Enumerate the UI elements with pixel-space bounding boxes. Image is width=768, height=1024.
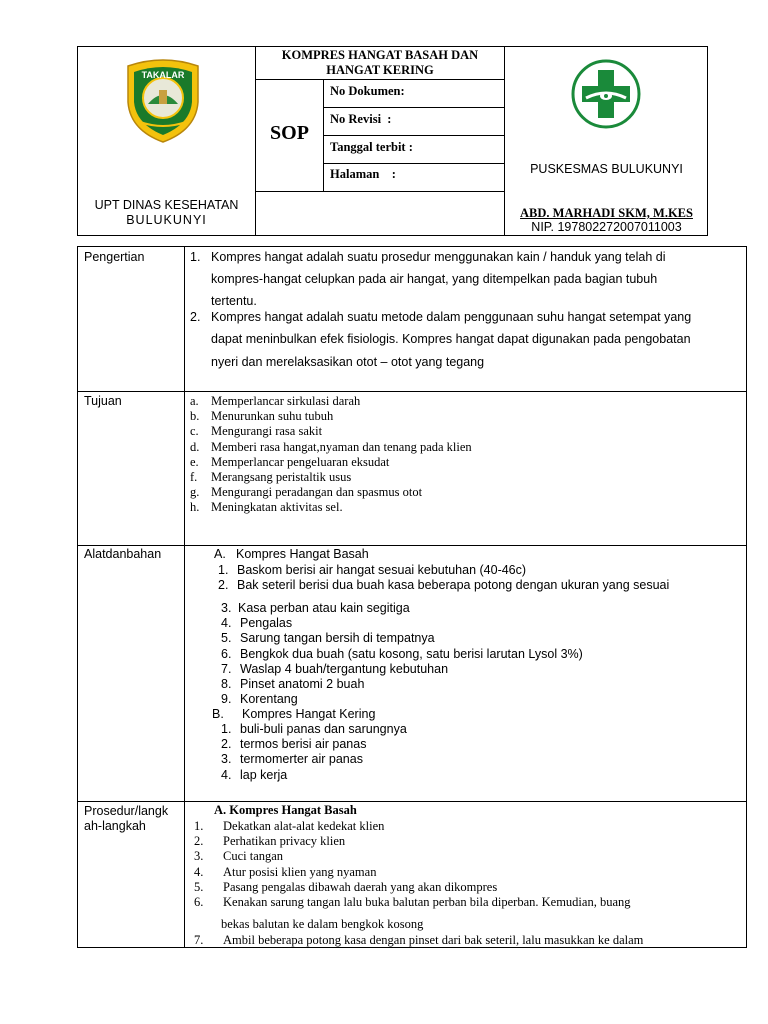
takalar-logo: [118, 52, 208, 144]
item-num: 6.: [221, 646, 232, 661]
item-num: 9.: [221, 692, 232, 707]
prosedur-list: [194, 819, 631, 910]
item-text: Bak seteril berisi dua buah kasa beberapa potong dengan ukuran yang sesuai: [237, 578, 670, 592]
doc-title-line2: HANGAT KERING: [326, 63, 434, 77]
item-num: 1.: [194, 819, 204, 833]
item-num: 5.: [194, 879, 204, 894]
header-hline-1: [323, 107, 505, 108]
alat-group-a-num: A.: [214, 547, 226, 561]
body-row-divider-3: [77, 801, 747, 802]
list-item: [190, 485, 472, 500]
item-text: Meningkatan aktivitas sel.: [211, 500, 343, 515]
body-row-divider-2: [77, 545, 747, 546]
list-item: [194, 819, 631, 834]
alat-list-a-rest: [221, 601, 583, 707]
item-num: 3.: [221, 601, 232, 615]
list-item: [190, 409, 472, 424]
takalar-logo-label: TAKALAR: [141, 70, 185, 80]
list-item: [194, 849, 631, 864]
item-text: Mengurangi rasa sakit: [211, 424, 323, 439]
alat-group-a-title: Kompres Hangat Basah: [236, 547, 369, 561]
item-num: e.: [190, 454, 199, 469]
list-item: [190, 394, 472, 409]
item-num: g.: [190, 485, 200, 500]
item-num: 7.: [194, 933, 204, 947]
field-no-revisi: No Revisi :: [330, 112, 392, 126]
item-num: a.: [190, 394, 199, 408]
alat-list-b: [221, 722, 407, 783]
item-num: 3.: [221, 752, 232, 767]
pengertian-item-1-line2: kompres-hangat celupkan pada air hangat, yang ditempelkan pada bagian tubuh: [211, 272, 658, 286]
header-hline-2: [323, 135, 505, 136]
item-text: Kasa perban atau kain segitiga: [238, 601, 410, 615]
item-text: Ambil beberapa potong kasa dengan pinset dari bak seteril, lalu masukkan ke dalam: [223, 933, 644, 947]
item-text: Mengurangi peradangan dan spasmus otot: [211, 485, 423, 500]
item-num: 2.: [194, 834, 204, 849]
list-item: [190, 455, 472, 470]
signer-nip: NIP. 197802272007011003: [531, 220, 682, 234]
pengertian-item-2-num: 2.: [190, 310, 201, 324]
body-row-divider-1: [77, 391, 747, 392]
list-item: [190, 470, 472, 485]
pengertian-label: Pengertian: [84, 250, 145, 264]
alat-label: Alatdanbahan: [84, 547, 162, 561]
item-num: c.: [190, 424, 199, 439]
doc-title-line1: KOMPRES HANGAT BASAH DAN: [281, 48, 479, 62]
item-text: Korentang: [240, 692, 298, 707]
list-item: [194, 834, 631, 849]
tujuan-label: Tujuan: [84, 394, 122, 408]
item-text: Pengalas: [240, 616, 293, 631]
list-item: [194, 865, 631, 880]
list-item: [221, 677, 583, 692]
list-item: [221, 601, 583, 616]
list-item: [190, 424, 472, 439]
item-text: lap kerja: [240, 767, 288, 782]
item-text: Atur posisi klien yang nyaman: [223, 864, 377, 879]
item-num: 6.: [194, 895, 204, 910]
item-num: 5.: [221, 631, 232, 646]
left-org-line2: BULUKUNYI: [126, 213, 207, 227]
puskesmas-logo: [570, 58, 642, 130]
pengertian-item-2-line2: dapat meninbulkan efek fisiologis. Kompres hangat dapat digunakan pada pengobatan: [211, 332, 691, 346]
item-num: 2.: [221, 737, 232, 752]
item-num: d.: [190, 439, 200, 454]
item-text: Merangsang peristaltik usus: [211, 470, 352, 485]
item-text: Memperlancar pengeluaran eksudat: [211, 454, 390, 469]
item-text: Menurunkan suhu tubuh: [211, 409, 334, 424]
list-item: [190, 500, 472, 515]
item-num: 2.: [218, 578, 229, 592]
item-text: Perhatikan privacy klien: [223, 834, 346, 849]
item-text: Memberi rasa hangat,nyaman dan tenang pada klien: [211, 439, 472, 454]
item-num: b.: [190, 409, 200, 424]
tujuan-list: [190, 394, 472, 516]
item-text: Kenakan sarung tangan lalu buka balutan perban bila diperban. Kemudian, buang: [223, 895, 631, 910]
list-item: [190, 440, 472, 455]
list-item: [221, 768, 407, 783]
field-halaman: Halaman :: [330, 167, 396, 181]
item-num: 1.: [218, 563, 229, 577]
item-num: 4.: [194, 864, 204, 879]
alat-item-2: [218, 578, 669, 592]
item-num: 7.: [221, 661, 232, 676]
item-num: 4.: [221, 767, 232, 782]
item-num: 3.: [194, 849, 204, 864]
list-item: [221, 631, 583, 646]
header-hline-title: [255, 79, 505, 80]
item-text: Waslap 4 buah/tergantung kebutuhan: [240, 661, 449, 676]
list-item: [221, 616, 583, 631]
item-num: 4.: [221, 616, 232, 631]
alat-group-b-title: Kompres Hangat Kering: [242, 707, 376, 721]
list-item: [221, 662, 583, 677]
item-text: Bengkok dua buah (satu kosong, satu berisi larutan Lysol 3%): [240, 646, 583, 661]
item-text: termomerter air panas: [240, 752, 363, 767]
item-num: f.: [190, 470, 198, 485]
left-org-line1: UPT DINAS KESEHATAN: [94, 198, 239, 212]
field-no-dokumen: No Dokumen:: [330, 84, 405, 98]
signer-name: ABD. MARHADI SKM, M.KES: [520, 206, 693, 220]
header-hline-4: [255, 191, 505, 192]
pengertian-item-2-line3: nyeri dan merelaksasikan otot – otot yang tegang: [211, 355, 485, 369]
body-col-divider: [184, 246, 185, 948]
alat-group-b-num: B.: [212, 707, 224, 721]
list-item: [221, 722, 407, 737]
list-item: [221, 692, 583, 707]
prosedur-item-6-line2: bekas balutan ke dalam bengkok kosong: [221, 917, 424, 931]
field-tanggal-terbit: Tanggal terbit :: [330, 140, 413, 154]
pengertian-item-1-line3: tertentu.: [211, 294, 257, 308]
item-text: Memperlancar sirkulasi darah: [211, 394, 361, 408]
alat-item-1: [218, 563, 526, 577]
list-item: [194, 880, 631, 895]
prosedur-item-7: [194, 933, 643, 948]
list-item: [194, 895, 631, 910]
item-num: h.: [190, 500, 200, 515]
item-num: 8.: [221, 677, 232, 692]
pengertian-item-1-line1: Kompres hangat adalah suatu prosedur menggunakan kain / handuk yang telah di: [211, 250, 666, 264]
item-text: Pasang pengalas dibawah daerah yang akan dikompres: [223, 879, 498, 894]
item-text: Dekatkan alat-alat kedekat klien: [223, 819, 385, 833]
prosedur-label-line2: ah-langkah: [84, 819, 146, 833]
sop-label: SOP: [270, 122, 309, 144]
item-text: Baskom berisi air hangat sesuai kebutuhan (40-46c): [237, 563, 527, 577]
pengertian-item-1-num: 1.: [190, 250, 201, 264]
list-item: [221, 752, 407, 767]
right-org: PUSKESMAS BULUKUNYI: [530, 162, 683, 176]
item-text: Pinset anatomi 2 buah: [240, 677, 365, 692]
prosedur-label-line1: Prosedur/langk: [84, 804, 169, 818]
list-item: [221, 647, 583, 662]
list-item: [221, 737, 407, 752]
item-text: Cuci tangan: [223, 849, 284, 864]
item-text: buli-buli panas dan sarungnya: [240, 722, 407, 736]
item-num: 1.: [221, 722, 232, 736]
prosedur-group-title: A. Kompres Hangat Basah: [214, 803, 357, 817]
header-hline-3: [323, 163, 505, 164]
item-text: Sarung tangan bersih di tempatnya: [240, 631, 435, 646]
item-text: termos berisi air panas: [240, 737, 367, 752]
pengertian-item-2-line1: Kompres hangat adalah suatu metode dalam penggunaan suhu hangat setempat yang: [211, 310, 692, 324]
